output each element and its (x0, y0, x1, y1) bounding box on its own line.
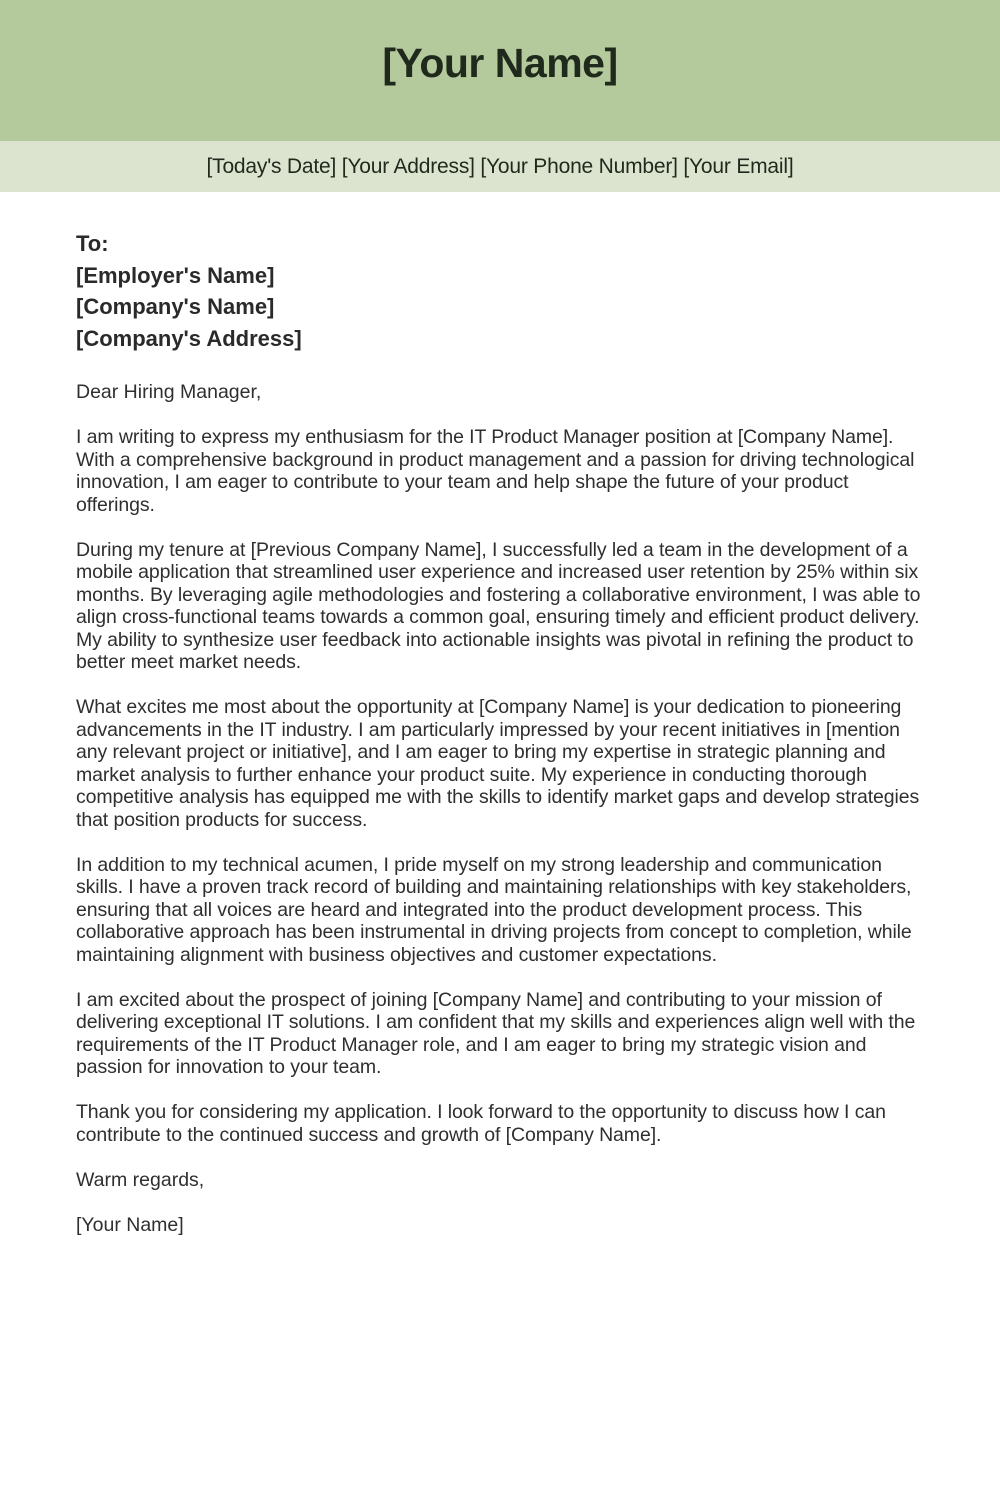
letterhead (0, 0, 1000, 192)
contact-band (0, 141, 1000, 192)
paragraph-skills: In addition to my technical acumen, I pride myself on my strong leadership and communication skills. I have a proven track record of building and maintaining relationships with key stakeholders, ensuring that all voices are heard and integrated into the product development process. This collaborative approach has been instrumental in driving projects from concept to completion, while maintaining alignment with business objectives and customer expectations. (76, 853, 912, 966)
closing: Warm regards, (76, 1168, 205, 1191)
paragraph-experience: During my tenure at [Previous Company Name], I successfully led a team in the development of a mobile application that streamlined user experience and increased user retention by 25% within six months. By leveraging agile methodologies and fostering a collaborative environment, I was able to align cross-functional teams towards a common goal, ensuring timely and efficient product delivery. My ability to synthesize user feedback into actionable insights was pivotal in refining the product to better meet market needs. (76, 538, 921, 673)
letter-body (0, 228, 1000, 1236)
salutation: Dear Hiring Manager, (76, 381, 262, 403)
company-name: [Company's Name] (76, 294, 275, 319)
employer-name: [Employer's Name] (76, 262, 275, 288)
paragraph-intro: I am writing to express my enthusiasm for the IT Product Manager position at [Company Name]. With a comprehensive background in product management and a passion for driving technological innovation, I am eager to contribute to your team and help shape the future of your product offerings. (76, 426, 915, 516)
paragraph-motivation: What excites me most about the opportunity at [Company Name] is your dedication to pioneering advancements in the IT industry. I am particularly impressed by your recent initiatives in [mention any relevant project or initiative], and I am eager to bring my expertise in strategic planning and market analysis to further enhance your product suite. My experience in conducting thorough competitive analysis has equipped me with the skills to identify market gaps and develop strategies that position products for success. (76, 696, 920, 831)
paragraph-thanks: Thank you for considering my application. I look forward to the opportunity to discuss how I can contribute to the continued success and growth of [Company Name]. (76, 1101, 886, 1146)
contact-info-line: [Today's Date] [Your Address] [Your Phone Number] [Your Email] (206, 154, 794, 178)
to-label: To: (76, 231, 109, 256)
sender-name-title: [Your Name] (382, 40, 618, 86)
name-band (0, 0, 1000, 141)
paragraph-excitement: I am excited about the prospect of joining [Company Name] and contributing to your mission of delivering exceptional IT solutions. I am confident that my skills and experiences align well with the requirements of the IT Product Manager role, and I am eager to bring my strategic vision and passion for innovation to your team. (76, 988, 916, 1078)
company-address: [Company's Address] (76, 325, 302, 351)
signature: [Your Name] (76, 1213, 184, 1236)
recipient-block (76, 228, 924, 354)
